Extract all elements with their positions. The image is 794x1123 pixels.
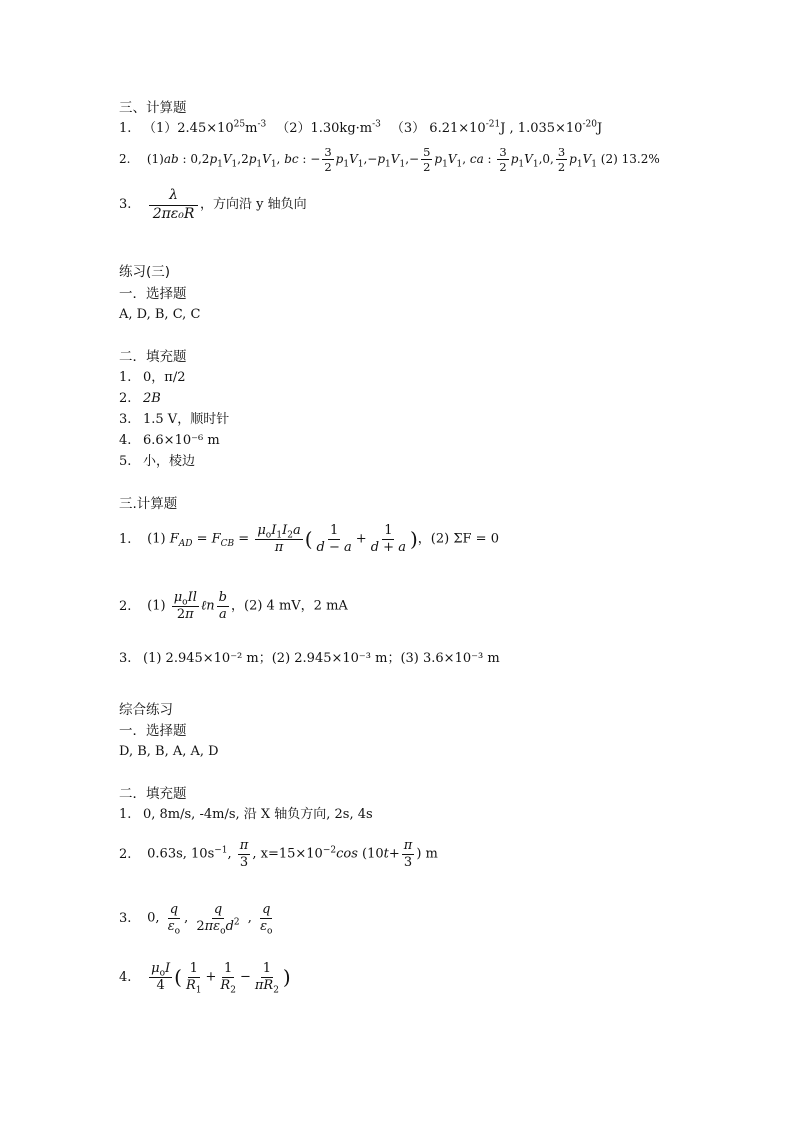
item-number: 1. bbox=[119, 121, 132, 136]
section-heading-calc: 三、计算题 bbox=[119, 100, 187, 116]
fill-item-2: 2. 2B bbox=[119, 391, 161, 406]
general-fill-4: 4. $\frac{\mu_oI}{4}$ ( $\frac{1}{R_1}$ + $\frac{1}{R_2}$ − $\frac{1}{\pi R_2}$ ) bbox=[119, 961, 291, 996]
fill-item-3: 3. 1.5 V，顺时针 bbox=[119, 412, 230, 427]
general-choice-heading: 一．选择题 bbox=[119, 723, 187, 739]
calc-answer-3: 3. $\frac{\lambda}{\text{2πε₀R}}$ ，方向沿 y 轴负向 bbox=[119, 187, 307, 222]
general-fill-2: 2. 0.63s, $10s^{-1}$, $\frac{\pi}{3}$ , $x=15\times 10^{-2}\cos$ (10t+ $\frac{\pi}{3}$ ) m bbox=[119, 838, 438, 870]
general-choice-answers: D, B, B, A, A, D bbox=[119, 744, 219, 759]
general-fill-3: 3. 0, $\frac{q}{\varepsilon_o}$ , $\frac{q}{2\pi\varepsilon_od^2}$ , $\frac{q}{\varepsilon_o}$ bbox=[119, 902, 273, 937]
calc-answer-1: 1. $(1)2.45\times 10^{25}m^{-3}$ $(2)1.30kg\cdot m^{-3}$ （3） $6.21\times 10^{-21}J$ , $1.035\times 10^{-20}J$ bbox=[119, 119, 603, 136]
fraction: $\frac{\lambda}{\text{2πε₀R}}$ bbox=[149, 188, 198, 221]
choice-heading: 一．选择题 bbox=[119, 286, 187, 302]
fill-item-4: 4. 6.6×10⁻⁶ m bbox=[119, 433, 220, 448]
calc2-answer-2: 2. (1) $\frac{\mu_oIl}{2\pi}$ ℓn $\frac{b}{a}$ ，(2) 4 mV，2 mA bbox=[119, 590, 348, 622]
choice-answers: A, D, B, C, C bbox=[119, 307, 201, 322]
calc-heading-2: 三.计算题 bbox=[119, 496, 178, 512]
calc2-answer-1: 1. (1) $F_{AD} = F_{CB}$ = $\frac{\mu_oI_1I_2a}{\pi}$ ( $\frac{1}{d - a}$ + $\frac{1}{d + a}$ )，(2) ΣF = 0 bbox=[119, 523, 499, 555]
general-fill-heading: 二．填充题 bbox=[119, 786, 187, 802]
fill-heading: 二．填充题 bbox=[119, 349, 187, 365]
calc-answer-2: 2. (1)ab : $0,2p_1V_1,2p_1V_1$, bc : − $\frac{3}{2}$ $p_1V_1,-p_1V_1,-$ $\frac{5}{2}$ $p_1V_1$, ca : $\frac{3}{2}$ $p_1V_1,0$, $\frac{3}{2}$ $p_1V_1$ (2) 13.2% bbox=[119, 145, 660, 175]
general-fill-1: 1. 0, 8m/s, -4m/s, 沿 X 轴负方向, 2s, 4s bbox=[119, 807, 373, 822]
general-title: 综合练习 bbox=[119, 702, 173, 718]
fill-item-1: 1. 0，π/2 bbox=[119, 370, 186, 385]
exercise-title: 练习(三) bbox=[119, 264, 171, 280]
calc2-answer-3: 3. (1) 2.945×10⁻² m；(2) 2.945×10⁻³ m；(3) 3.6×10⁻³ m bbox=[119, 651, 500, 666]
fill-item-5: 5. 小，棱边 bbox=[119, 454, 196, 469]
